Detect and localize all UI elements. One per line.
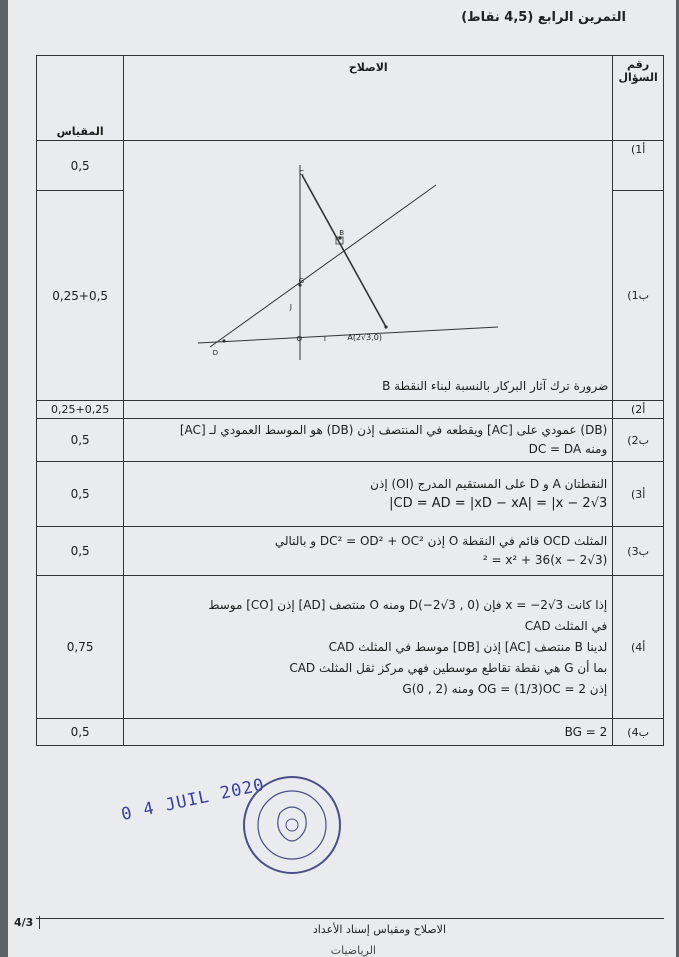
- point-label-a: A(2√3,0): [347, 333, 383, 342]
- point-label-i: I: [324, 335, 327, 343]
- header-correction: الاصلاح: [124, 56, 613, 141]
- table-row: [37, 527, 664, 576]
- footer-subject: الرياضيات: [330, 944, 376, 957]
- table-row: [37, 719, 664, 746]
- table-row: [37, 141, 664, 191]
- row-mark: 0,75: [37, 576, 124, 719]
- row-content: المثلث OCD قائم في النقطة O إذن DC² = OD² + OC² و بالتالي (x − 2√3)² = x² + 36: [124, 527, 613, 576]
- row-question: (3أ: [613, 462, 664, 527]
- exercise-title: التمرين الرابع (4,5 نقاط): [461, 10, 626, 25]
- point-label-c: C: [299, 169, 305, 177]
- point-label-d: D: [212, 349, 219, 357]
- header-question-number: رقم السؤال: [613, 56, 664, 141]
- figure-diagram: [128, 145, 608, 375]
- row-mark: 0,5: [37, 719, 124, 746]
- correction-table: [36, 55, 664, 746]
- row-mark: 0,25+0,25: [37, 401, 124, 419]
- row-content: (DB) عمودي على [AC] ويقطعه في المنتصف إذن (DB) هو الموسط العمودي لـ [AC] ومنه DC = DA: [124, 419, 613, 462]
- row-mark: 0,5: [37, 419, 124, 462]
- point-label-o: O: [296, 335, 303, 343]
- footer-divider: [36, 918, 664, 919]
- row-content: BG = 2: [124, 719, 613, 746]
- point-label-j: J: [290, 303, 293, 311]
- table-row: [37, 576, 664, 719]
- row-question: (4ب: [613, 719, 664, 746]
- figure-caption: ضرورة ترك آثار البركار بالنسبة لبناء النقطة B: [382, 379, 609, 393]
- row-mark: 0,25+0,5: [37, 191, 124, 401]
- point-label-b: B: [339, 229, 345, 237]
- row-mark: 0,5: [37, 141, 124, 191]
- answer-sheet: [8, 0, 676, 957]
- row-mark: 0,5: [37, 462, 124, 527]
- table-row: [37, 419, 664, 462]
- page-number: 4/3: [14, 916, 40, 929]
- row-question: (1أ: [613, 141, 664, 191]
- point-label-g: G: [298, 277, 305, 285]
- header-marks: المقياس: [37, 56, 124, 141]
- table-row: [37, 401, 664, 419]
- footer-label: الاصلاح ومقياس إسناد الأعداد: [312, 923, 446, 936]
- row-content: النقطتان A و D على المستقيم المدرج (OI) إذن CD = AD = |xD − xA| = |x − 2√3|: [124, 462, 613, 527]
- date-stamp: 0 4 JUIL 2020: [119, 775, 267, 825]
- row-question: (2أ: [613, 401, 664, 419]
- row-question: (3ب: [613, 527, 664, 576]
- row-content-figure: [124, 141, 613, 401]
- row-content: إذا كانت x = −2√3 فإن D(−2√3 , 0) ومنه O منتصف [AD] إذن [CO] موسط في المثلث CAD لدينا B منتصف [AC] إذن [DB] موسط في المثلث CAD بما أن G هي نقطة تقاطع موسطين فهي مركز ثقل المثلث CAD إذن OG = (1/3)OC = 2 ومنه G(0 , 2): [124, 576, 613, 719]
- row-mark: 0,5: [37, 527, 124, 576]
- row-content: [124, 401, 613, 419]
- table-row: [37, 462, 664, 527]
- row-question: (4أ: [613, 576, 664, 719]
- row-question: (1ب: [613, 191, 664, 401]
- row-question: (2ب: [613, 419, 664, 462]
- official-seal: [240, 773, 344, 877]
- table-header-row: [37, 56, 664, 141]
